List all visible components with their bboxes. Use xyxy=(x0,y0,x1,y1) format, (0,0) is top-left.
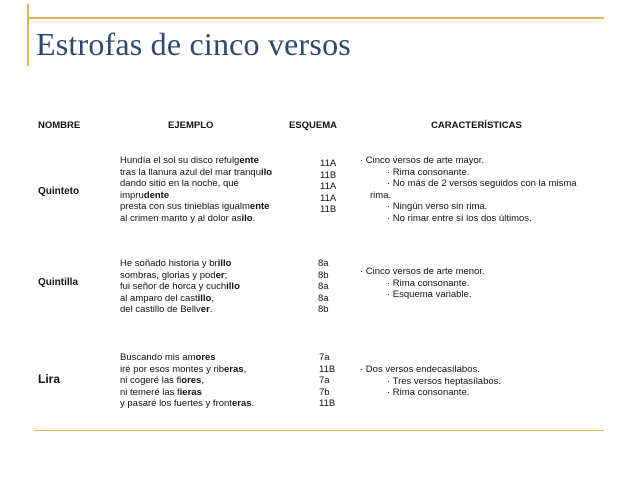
verse-text: fui señor de horca y cuch xyxy=(120,281,227,292)
verse-line xyxy=(120,375,254,387)
verse-text: impru xyxy=(120,189,144,201)
verses-quintilla xyxy=(120,258,240,316)
verse-rhyme: ores xyxy=(181,375,202,386)
verse-rhyme: ilo xyxy=(261,166,273,178)
chars-quinteto xyxy=(360,155,577,224)
characteristic-item: · Cinco versos de arte mayor. xyxy=(360,155,485,166)
verse-rhyme: illo xyxy=(197,292,212,304)
scheme-entry: 7a xyxy=(319,375,330,386)
scheme-entry: 8a xyxy=(318,258,329,269)
verses-quinteto xyxy=(120,155,272,224)
verse-text: Hundía el sol su disco refulg xyxy=(120,155,240,166)
verse-line xyxy=(120,293,240,305)
header-ejemplo: EJEMPLO xyxy=(168,120,214,131)
scheme-entry: 7b xyxy=(319,386,330,398)
bottom-rule xyxy=(34,430,604,431)
verse-line xyxy=(120,270,240,282)
verse-line xyxy=(120,364,254,376)
characteristic-item: · Rima consonante. xyxy=(387,166,470,178)
verse-rhyme: eras xyxy=(224,363,244,375)
chars-lira xyxy=(360,364,501,399)
verse-text: presta con sus tinieblas igualm xyxy=(120,201,250,212)
scheme-entry: 8a xyxy=(318,281,329,292)
scheme-entry: 11A xyxy=(320,192,337,204)
header-esquema: ESQUEMA xyxy=(289,120,338,131)
characteristic-item: · Rima consonante. xyxy=(387,277,470,289)
verse-line xyxy=(120,398,254,410)
verse-rhyme: ieras xyxy=(179,386,202,398)
scheme-entry: 8b xyxy=(318,304,329,315)
verse-rhyme: ente xyxy=(239,155,259,166)
verse-text: y pasaré los fuertes y front xyxy=(120,398,232,409)
scheme-entry: 11B xyxy=(320,204,337,215)
verse-line xyxy=(120,281,240,293)
verse-text: Buscando mis am xyxy=(120,352,196,363)
verse-text: . xyxy=(252,212,256,224)
header-nombre: NOMBRE xyxy=(38,120,81,131)
scheme-entry: 8a xyxy=(318,292,329,304)
verse-text: sombras, glorias y pod xyxy=(120,269,216,281)
chars-quintilla xyxy=(360,266,485,301)
verse-rhyme: dente xyxy=(143,189,170,201)
verse-text: , xyxy=(243,363,247,375)
verse-text: ; xyxy=(224,269,228,281)
verse-line xyxy=(120,352,254,364)
verse-rhyme: ente xyxy=(249,201,270,212)
verse-text: . xyxy=(251,398,255,409)
verse-text: He soñado historia y br xyxy=(120,258,218,269)
verse-line xyxy=(120,213,272,225)
verse-rhyme: er xyxy=(200,304,210,315)
characteristic-item: · Dos versos endecasílabos. xyxy=(360,364,480,375)
header-caracteristicas: CARACTERÍSTICAS xyxy=(431,120,522,131)
characteristic-item: · Tres versos heptasílabos. xyxy=(387,375,502,387)
verse-text: del castillo de Bellv xyxy=(120,304,201,315)
verse-text: , xyxy=(211,292,214,304)
characteristic-item: · No rimar entre sí los dos últimos. xyxy=(387,212,532,224)
scheme-entry: 8b xyxy=(318,269,329,281)
verse-text: ni cogeré las fl xyxy=(120,375,182,386)
verse-text: al crimen manto y al dolor as xyxy=(120,212,242,224)
scheme-entry: 11B xyxy=(319,363,336,375)
verse-rhyme: eras xyxy=(231,398,252,409)
scheme-lira xyxy=(319,352,335,410)
scheme-entry: 11A xyxy=(320,158,337,169)
verse-line xyxy=(120,190,272,202)
top-rule xyxy=(28,17,604,19)
verse-rhyme: ores xyxy=(195,352,216,363)
verse-text: iré por esos montes y rib xyxy=(120,363,225,375)
verse-line xyxy=(120,155,272,167)
verse-text: tras la llanura azul del mar tranqu xyxy=(120,166,261,178)
characteristic-item: · Esquema variable. xyxy=(387,289,472,300)
verse-rhyme: illo xyxy=(217,258,232,269)
verse-line xyxy=(120,201,272,213)
scheme-entry: 11B xyxy=(320,169,337,181)
scheme-entry: 11B xyxy=(319,398,336,409)
scheme-quinteto xyxy=(320,158,336,216)
verses-lira xyxy=(120,352,254,410)
characteristic-item: · Cinco versos de arte menor. xyxy=(360,266,485,277)
characteristic-item: · Ningún verso sin rima. xyxy=(387,201,488,212)
verse-text: . xyxy=(209,304,213,315)
row-name-lira: Lira xyxy=(38,372,61,386)
verse-text: ni temeré las f xyxy=(120,386,180,398)
slide-title: Estrofas de cinco versos xyxy=(36,26,351,62)
verse-text: , xyxy=(201,375,204,386)
scheme-quintilla xyxy=(318,258,329,316)
scheme-entry: 11A xyxy=(320,181,337,192)
verse-line xyxy=(120,387,254,399)
verse-line xyxy=(120,178,272,190)
row-name-quinteto: Quinteto xyxy=(38,186,80,197)
verse-rhyme: er xyxy=(215,269,225,281)
scheme-entry: 7a xyxy=(319,352,330,363)
verse-text: dando sitio en la noche, qué xyxy=(120,178,239,189)
verse-rhyme: illo xyxy=(226,281,240,292)
characteristic-item: rima. xyxy=(370,189,392,201)
characteristic-item: · No más de 2 versos seguidos con la misma xyxy=(387,178,577,189)
row-name-quintilla: Quintilla xyxy=(38,277,78,288)
characteristic-item: · Rima consonante. xyxy=(387,387,470,398)
verse-rhyme: ilo xyxy=(241,212,253,224)
verse-text: al amparo del cast xyxy=(120,292,198,304)
verse-line xyxy=(120,167,272,179)
verse-line xyxy=(120,258,240,270)
verse-line xyxy=(120,304,240,316)
left-rule xyxy=(27,4,29,66)
